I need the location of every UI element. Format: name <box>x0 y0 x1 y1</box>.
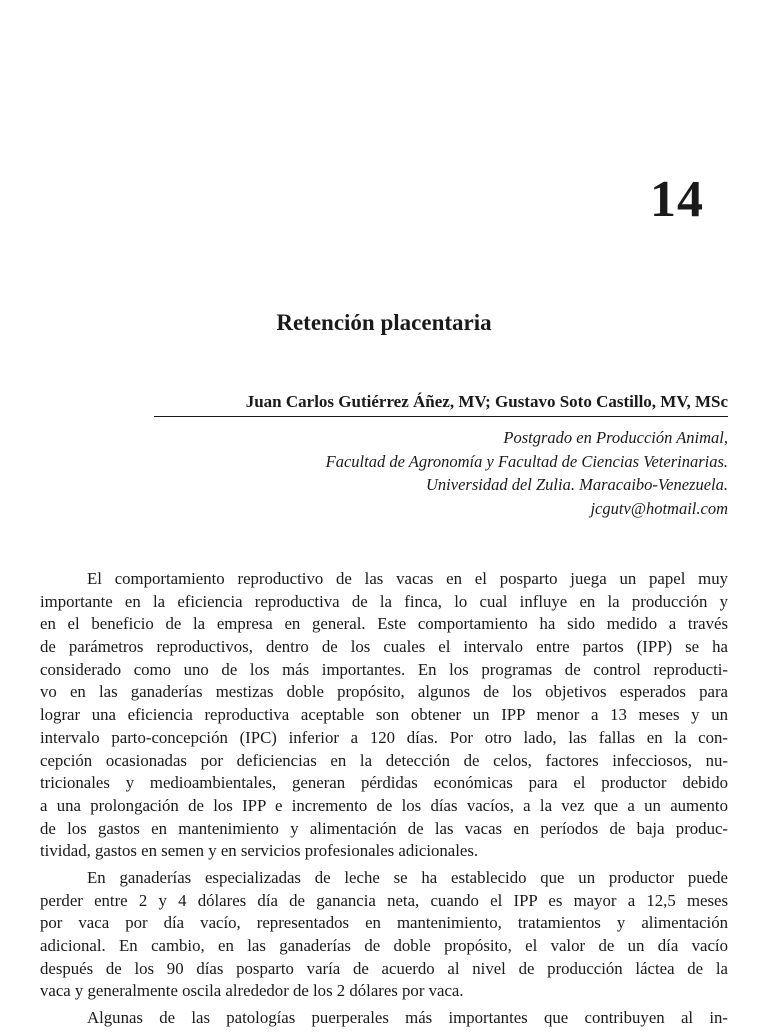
text-line: de los gastos en mantenimiento y alimentación de las vacas en períodos de baja produc- <box>40 818 728 838</box>
chapter-number: 14 <box>650 171 704 228</box>
text-line: importante en la eficiencia reproductiva de la finca, lo cual influye en la producción y <box>40 591 728 611</box>
text-line: por vaca por día vacío, representados en mantenimiento, tratamientos y alimentación <box>40 913 728 933</box>
text-line: intervalo parto-concepción (IPC) inferior a 120 días. Por otro lado, las fallas en la con- <box>40 727 728 747</box>
body-text <box>40 568 728 1034</box>
text-line: tricionales y medioambientales, generan pérdidas económicas para el productor debido <box>40 773 728 793</box>
text-line: perder entre 2 y 4 dólares día de ganancia neta, cuando el IPP es mayor a 12,5 meses <box>40 890 728 910</box>
paragraph <box>40 568 728 863</box>
text-line: de parámetros reproductivos, dentro de los cuales el intervalo entre partos (IPP) se ha <box>40 637 728 657</box>
affiliation-line: Facultad de Agronomía y Facultad de Ciencias Veterinarias. <box>325 451 728 471</box>
text-line: adicional. En cambio, en las ganaderías de doble propósito, el valor de un día vacío <box>40 936 728 955</box>
text-line: en el beneficio de la empresa en general. Este comportamiento ha sido medido a través <box>40 614 728 634</box>
author-line: Juan Carlos Gutiérrez Áñez, MV; Gustavo Soto Castillo, MV, MSc <box>154 392 728 417</box>
text-line: vaca y generalmente oscila alrededor de los 2 dólares por vaca. <box>40 981 464 1001</box>
paragraph <box>40 867 728 1003</box>
text-line: vo en las ganaderías mestizas doble propósito, algunos de los objetivos esperados para <box>40 682 728 702</box>
affiliation-line: Universidad del Zulia. Maracaibo-Venezuela. <box>426 475 728 494</box>
text-line: El comportamiento reproductivo de las vacas en el posparto juega un papel muy <box>87 569 728 588</box>
text-line: a una prolongación de los IPP e incremento de los días vacíos, a la vez que a un aumento <box>40 795 728 815</box>
paragraph <box>40 1007 728 1030</box>
chapter-title: Retención placentaria <box>276 310 492 335</box>
text-line: En ganaderías especializadas de leche se ha establecido que un productor puede <box>87 867 728 887</box>
text-line: lograr una eficiencia reproductiva aceptable son obtener un IPP menor a 13 meses y un <box>40 705 728 725</box>
text-line: tividad, gastos en semen y en servicios profesionales adicionales. <box>40 841 479 861</box>
affiliation-block <box>326 426 728 520</box>
affiliation-line: Postgrado en Producción Animal, <box>503 428 728 447</box>
text-line: cepción ocasionadas por deficiencias en la detección de celos, factores infecciosos, nu- <box>40 750 728 770</box>
author-email: jcgutv@hotmail.com <box>590 498 728 518</box>
text-line: Algunas de las patologías puerperales más importantes que contribuyen al in- <box>87 1008 728 1028</box>
text-line: considerado como uno de los más importantes. En los programas de control reproducti- <box>40 659 728 679</box>
text-line: después de los 90 días posparto varía de acuerdo al nivel de producción láctea de la <box>40 958 728 978</box>
